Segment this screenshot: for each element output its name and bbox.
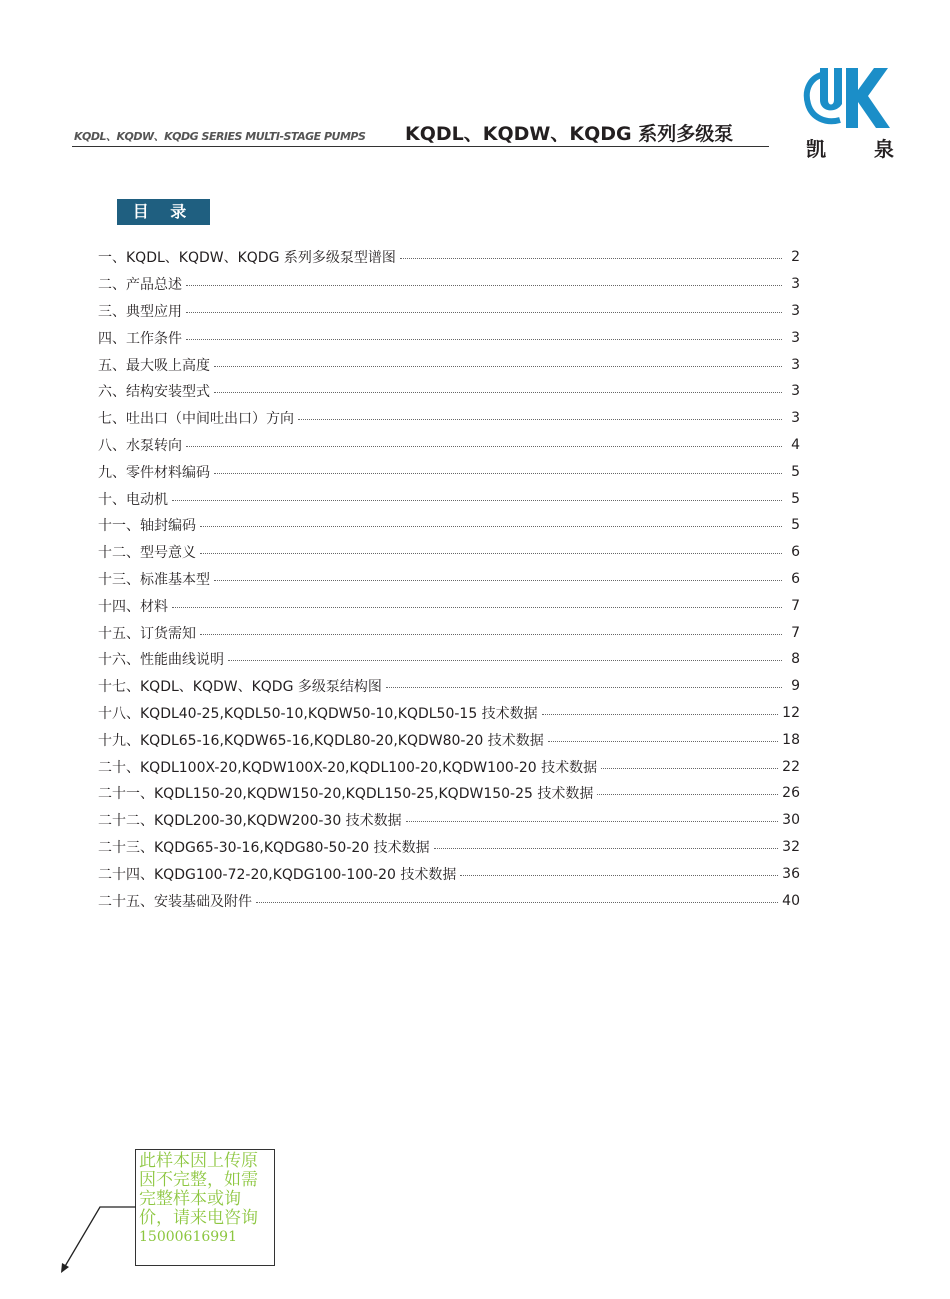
toc-item-title: 十六、性能曲线说明 xyxy=(98,652,224,669)
toc-item-page: 3 xyxy=(791,329,800,346)
toc-item-page: 5 xyxy=(791,517,800,534)
toc-item-page: 26 xyxy=(782,785,800,802)
toc-item[interactable] xyxy=(98,432,800,459)
toc-leader-dots xyxy=(214,391,782,393)
header-chinese-title: KQDL、KQDW、KQDG 系列多级泵 xyxy=(405,123,734,145)
brand-logo xyxy=(802,66,892,161)
toc-item-page: 6 xyxy=(791,570,800,587)
notice-line: 此样本因上传原 xyxy=(139,1151,258,1171)
toc-leader-dots xyxy=(406,820,778,822)
toc-item-title: 二、产品总述 xyxy=(98,277,182,294)
toc-item-page: 8 xyxy=(791,651,800,668)
toc-item-title: 一、KQDL、KQDW、KQDG 系列多级泵型谱图 xyxy=(98,250,396,267)
toc-leader-dots xyxy=(186,338,782,340)
toc-item-page: 32 xyxy=(782,838,800,855)
toc-leader-dots xyxy=(434,847,779,849)
toc-item-title: 二十、KQDL100X-20,KQDW100X-20,KQDL100-20,KQDW100-20 技术数据 xyxy=(98,759,598,776)
toc-item[interactable] xyxy=(98,673,800,700)
toc-leader-dots xyxy=(214,579,782,581)
toc-item[interactable] xyxy=(98,780,800,807)
toc-item[interactable] xyxy=(98,378,800,405)
toc-item-title: 二十三、KQDG65-30-16,KQDG80-50-20 技术数据 xyxy=(98,839,430,856)
toc-item-page: 3 xyxy=(791,410,800,427)
toc-leader-dots xyxy=(298,418,782,420)
toc-item[interactable] xyxy=(98,726,800,753)
toc-leader-dots xyxy=(386,686,782,688)
toc-leader-dots xyxy=(200,633,782,635)
toc-item[interactable] xyxy=(98,405,800,432)
toc-item[interactable] xyxy=(98,539,800,566)
toc-leader-dots xyxy=(186,284,782,286)
toc-item[interactable] xyxy=(98,271,800,298)
header-english-title: KQDL、KQDW、KQDG SERIES MULTI-STAGE PUMPS xyxy=(74,130,366,143)
toc-item[interactable] xyxy=(98,566,800,593)
toc-item-title: 十二、型号意义 xyxy=(98,545,196,562)
toc-item-title: 九、零件材料编码 xyxy=(98,464,210,481)
header-rule xyxy=(72,146,769,147)
toc-item-page: 3 xyxy=(791,276,800,293)
toc-item-title: 十一、轴封编码 xyxy=(98,518,196,535)
toc-item[interactable] xyxy=(98,485,800,512)
toc-leader-dots xyxy=(186,311,782,313)
toc-leader-dots xyxy=(214,365,782,367)
toc-item-page: 36 xyxy=(782,865,800,882)
notice-line: 因不完整，如需 xyxy=(139,1170,258,1190)
toc-item[interactable] xyxy=(98,646,800,673)
toc-item-title: 十七、KQDL、KQDW、KQDG 多级泵结构图 xyxy=(98,679,382,696)
toc-leader-dots xyxy=(200,525,782,527)
toc-item-page: 7 xyxy=(791,597,800,614)
toc-item-title: 二十一、KQDL150-20,KQDW150-20,KQDL150-25,KQDW150-25 技术数据 xyxy=(98,786,594,803)
toc-item-page: 40 xyxy=(782,892,800,909)
toc-heading: 目 录 xyxy=(117,199,210,225)
toc-item-page: 22 xyxy=(782,758,800,775)
toc-item[interactable] xyxy=(98,458,800,485)
toc-item[interactable] xyxy=(98,860,800,887)
toc-item-title: 十、电动机 xyxy=(98,491,168,508)
toc-item-title: 五、最大吸上高度 xyxy=(98,357,210,374)
toc-leader-dots xyxy=(597,793,778,795)
toc-item-page: 9 xyxy=(791,678,800,695)
toc-item-page: 5 xyxy=(791,490,800,507)
toc-item[interactable] xyxy=(98,298,800,325)
notice-line: 完整样本或询 xyxy=(139,1189,241,1209)
toc-item[interactable] xyxy=(98,834,800,861)
toc-item[interactable] xyxy=(98,807,800,834)
toc-item-page: 3 xyxy=(791,356,800,373)
notice-phone: 15000616991 xyxy=(139,1229,237,1245)
toc-item-page: 4 xyxy=(791,436,800,453)
toc-leader-dots xyxy=(460,874,778,876)
toc-leader-dots xyxy=(548,740,778,742)
toc-item-title: 十三、标准基本型 xyxy=(98,571,210,588)
toc-item[interactable] xyxy=(98,351,800,378)
toc-leader-dots xyxy=(228,659,782,661)
toc-item-title: 三、典型应用 xyxy=(98,303,182,320)
toc-leader-dots xyxy=(172,499,782,501)
logo-char-2: 泉 xyxy=(874,137,894,161)
toc-item-page: 3 xyxy=(791,383,800,400)
toc-item-title: 二十二、KQDL200-30,KQDW200-30 技术数据 xyxy=(98,813,402,830)
toc-item[interactable] xyxy=(98,700,800,727)
logo-k xyxy=(846,68,890,128)
toc-item[interactable] xyxy=(98,619,800,646)
toc-leader-dots xyxy=(172,606,782,608)
toc-item[interactable] xyxy=(98,244,800,271)
toc-item[interactable] xyxy=(98,753,800,780)
toc-list xyxy=(98,244,800,914)
logo-mark-icon xyxy=(802,66,892,132)
toc-leader-dots xyxy=(214,472,782,474)
toc-item-title: 二十五、安装基础及附件 xyxy=(98,893,252,910)
toc-item-page: 6 xyxy=(791,544,800,561)
toc-item-page: 7 xyxy=(791,624,800,641)
toc-item[interactable] xyxy=(98,887,800,914)
toc-leader-dots xyxy=(542,713,778,715)
toc-item-page: 3 xyxy=(791,302,800,319)
toc-item-title: 十五、订货需知 xyxy=(98,625,196,642)
toc-leader-dots xyxy=(601,767,778,769)
toc-item-title: 六、结构安装型式 xyxy=(98,384,210,401)
toc-item-page: 5 xyxy=(791,463,800,480)
notice-box xyxy=(135,1149,275,1266)
toc-item-title: 十九、KQDL65-16,KQDW65-16,KQDL80-20,KQDW80-20 技术数据 xyxy=(98,732,544,749)
toc-item-page: 12 xyxy=(782,704,800,721)
toc-item-title: 十八、KQDL40-25,KQDL50-10,KQDW50-10,KQDL50-15 技术数据 xyxy=(98,705,538,722)
toc-item-title: 四、工作条件 xyxy=(98,330,182,347)
toc-item-title: 二十四、KQDG100-72-20,KQDG100-100-20 技术数据 xyxy=(98,866,457,883)
toc-leader-dots xyxy=(256,901,778,903)
toc-item-page: 18 xyxy=(782,731,800,748)
toc-leader-dots xyxy=(186,445,782,447)
logo-u xyxy=(820,68,842,110)
toc-item-title: 八、水泵转向 xyxy=(98,437,182,454)
toc-leader-dots xyxy=(200,552,782,554)
toc-item[interactable] xyxy=(98,512,800,539)
toc-item[interactable] xyxy=(98,324,800,351)
toc-item-page: 30 xyxy=(782,812,800,829)
toc-item-title: 十四、材料 xyxy=(98,598,168,615)
toc-leader-dots xyxy=(400,257,782,259)
toc-item-title: 七、吐出口（中间吐出口）方向 xyxy=(98,411,294,428)
logo-char-1: 凯 xyxy=(806,137,826,161)
toc-item-page: 2 xyxy=(791,249,800,266)
toc-item[interactable] xyxy=(98,592,800,619)
notice-line: 价，请来电咨询 xyxy=(139,1208,258,1228)
pointer-arrow-icon xyxy=(58,1200,138,1275)
